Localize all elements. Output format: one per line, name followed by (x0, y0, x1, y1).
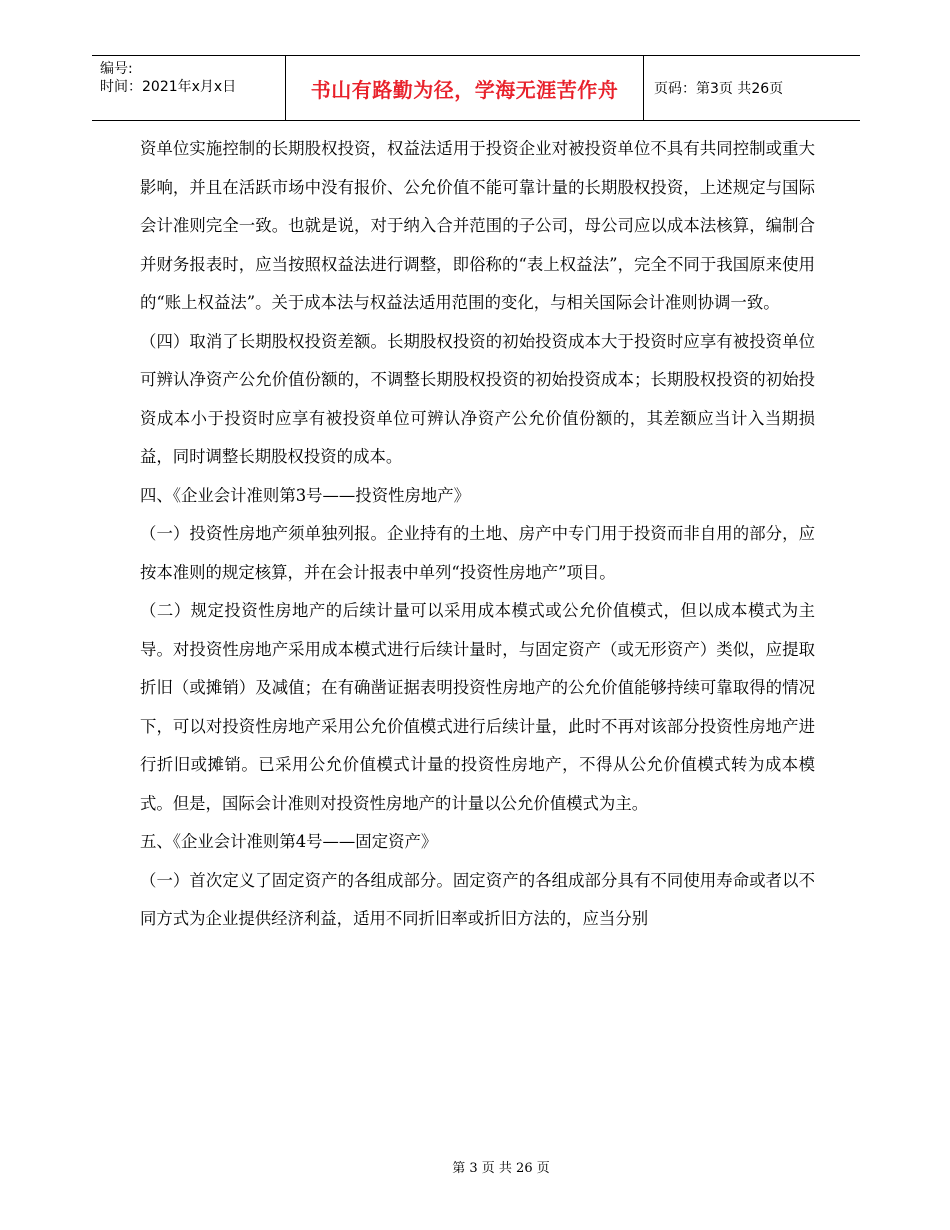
page-footer (0, 1157, 950, 1176)
paragraph-4-1: （一）首次定义了固定资产的各组成部分。固定资产的各组成部分具有不同使用寿命或者以不同方式为企业提供经济利益，适用不同折旧率或折旧方法的，应当分别 (140, 870, 815, 928)
paragraph-3-2: （二）规定投资性房地产的后续计量可以采用成本模式或公允价值模式，但以成本模式为主导。对投资性房地产采用成本模式进行后续计量时，与固定资产（或无形资产）类似，应提取折旧（或摊销）及减值；在有确凿证据表明投资性房地产的公允价值能够持续可靠取得的情况下，可以对投资性房地产采用公允价值模式进行后续计量，此时不再对该部分投资性房地产进行折旧或摊销。已采用公允价值模式计量的投资性房地产，不得从公允价值模式转为成本模式。但是，国际会计准则对投资性房地产的计量以公允价值模式为主。 (140, 601, 815, 813)
paragraph-section-4: （四）取消了长期股权投资差额。长期股权投资的初始投资成本大于投资时应享有被投资单位可辨认净资产公允价值份额的，不调整长期股权投资的初始投资成本；长期股权投资的初始投资成本小于投资时应享有被投资单位可辨认净资产公允价值份额的，其差额应当计入当期损益，同时调整长期股权投资的成本。 (140, 331, 815, 466)
header-motto: 书山有路勤为径，学海无涯苦作舟 (286, 56, 644, 120)
paragraph-continuation: 资单位实施控制的长期股权投资，权益法适用于投资企业对被投资单位不具有共同控制或重大影响，并且在活跃市场中没有报价、公允价值不能可靠计量的长期股权投资，上述规定与国际会计准则完全一致。也就是说，对于纳入合并范围的子公司，母公司应以成本法核算，编制合并财务报表时，应当按照权益法进行调整，即俗称的“表上权益法”，完全不同于我国原来使用的“账上权益法”。关于成本法与权益法适用范围的变化，与相关国际会计准则协调一致。 (140, 139, 815, 312)
page-header (92, 55, 860, 121)
footer-page-label: 第 3 页 共 26 页 (452, 1161, 550, 1176)
time-label: 时间：2021年x月x日 (100, 79, 237, 95)
paragraph-3-1: （一）投资性房地产须单独列报。企业持有的土地、房产中专门用于投资而非自用的部分，应按本准则的规定核算，并在会计报表中单列“投资性房地产”项目。 (140, 524, 815, 582)
heading-standard-3: 四、《企业会计准则第3号——投资性房地产》 (140, 485, 471, 505)
doc-number-label: 编号: (100, 61, 133, 77)
header-page-info: 页码：第3页 共26页 (654, 81, 784, 97)
document-body (140, 130, 815, 939)
heading-standard-4: 五、《企业会计准则第4号——固定资产》 (140, 832, 438, 851)
header-meta (92, 56, 286, 120)
